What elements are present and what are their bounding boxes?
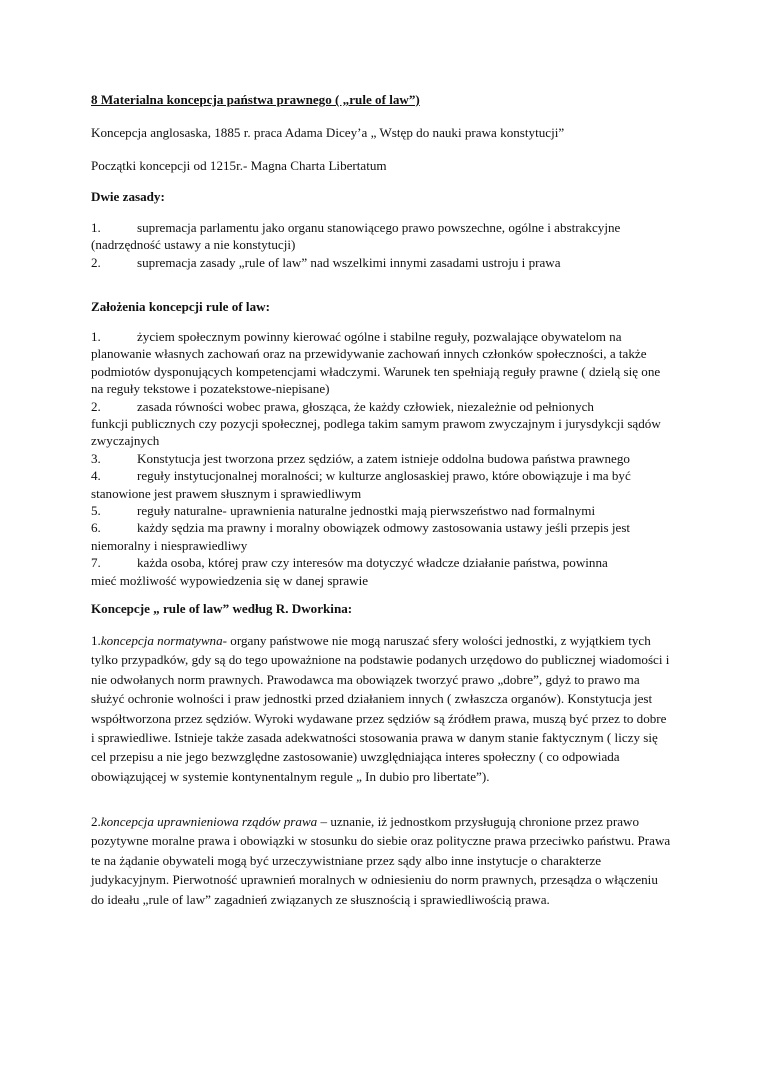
item-number: 2.: [91, 254, 101, 270]
item-text-cont: niemoralny i niesprawiedliwy: [91, 537, 248, 553]
term-uprawnieniowa: koncepcja uprawnieniowa rządów prawa: [100, 814, 318, 829]
list-item: [91, 519, 671, 554]
item-number: 5.: [91, 503, 101, 519]
paragraph-text: – uznanie, iż jednostkom przysługują chronione przez prawo pozytywne moralne prawa i obowiązki w stosunku do siebie oraz polityczne prawa przeciwko państwu. Prawa te na żądanie obywateli mogą być urzeczywistniane przez sądy albo inne instytucje o charakterze judykacyjnym. Pierwotność uprawnień moralnych w odniesieniu do norm prawnych, przesądza o włączeniu do ideału „rule of law” zagadnień związanych ze słusznością i sprawiedliwością prawa.: [91, 814, 671, 907]
dworkin-paragraph-1: [91, 631, 671, 786]
item-text: Konstytucja jest tworzona przez sędziów, a zatem istnieje oddolna budowa państwa prawnego: [137, 450, 630, 466]
item-text: supremacja parlamentu jako organu stanowiącego prawo powszechne, ogólne i abstrakcyjne: [137, 220, 621, 235]
item-text-cont: planowanie własnych zachowań oraz na przewidywanie zachowań innych członków społeczności, a także podmiotów dysponujących kompetencjami władczymi. Warunek ten spełniają reguły prawne ( dzielą się one na reguły tekstowe i pozatekstowe-niepisane): [91, 346, 661, 397]
item-text-cont: mieć możliwość wypowiedzenia się w danej sprawie: [91, 572, 369, 588]
list-item: [91, 502, 671, 519]
list-item: [91, 254, 671, 271]
item-text: zasada równości wobec prawa, głosząca, że każdy człowiek, niezależnie od pełnionych: [137, 398, 594, 414]
paragraph-number: 1.: [91, 633, 101, 648]
item-text: każdy sędzia ma prawny i moralny obowiązek odmowy zastosowania ustawy jeśli przepis jest: [137, 520, 631, 536]
list-item: [91, 450, 671, 467]
paragraph-number: 2.: [91, 814, 101, 829]
list-item: [91, 467, 671, 502]
item-text-cont: (nadrzędność ustawy a nie konstytucji): [91, 237, 296, 253]
item-number: 7.: [91, 555, 101, 571]
zasady-heading: Dwie zasady:: [91, 189, 165, 204]
list-item: [91, 328, 671, 398]
dworkin-heading: Koncepcje „ rule of law” według R. Dworkina:: [91, 601, 353, 616]
zalozenia-list: [91, 328, 671, 589]
item-text: reguły naturalne- uprawnienia naturalne jednostki mają pierwszeństwo nad formalnymi: [137, 503, 596, 519]
list-item: [91, 398, 671, 450]
list-item: [91, 554, 671, 589]
item-text: reguły instytucjonalnej moralności; w kulturze anglosaskiej prawo, które obowiązuje i ma być: [137, 468, 631, 484]
item-number: 6.: [91, 520, 101, 536]
item-text-cont: stanowione jest prawem słusznym i sprawiedliwym: [91, 485, 362, 501]
item-text: każda osoba, której praw czy interesów ma dotyczyć władcze działanie państwa, powinna: [137, 555, 608, 571]
item-number: 1.: [91, 220, 101, 235]
item-number: 3.: [91, 450, 101, 466]
paragraph-text: organy państwowe nie mogą naruszać sfery wolości jednostki, z wyjątkiem tych tylko przypadków, gdy są do tego upoważnione na podstawie podanych urzędowo do publicznej wiadomości i nie odwołanych norm prawnych. Prawodawca ma obowiązek tworzyć prawo „dobre”, gdyż to prawo ma służyć ochronie wolności i praw jednostki przed działaniem innych ( zwłaszcza organów). Konstytucja jest współtworzona przez sędziów. Wyroki wydawane przez sędziów są źródłem prawa, muszą być przez to dobre i sprawiedliwe. Istnieje także zasada adekwatności stosowania prawa w danym stanie faktycznym ( liczy się cel przepisu a nie jego bezwzględne zastosowanie) uwzględniająca interes społeczny ( co odpowiada obowiązującej w systemie kontynentalnym regule „ In dubio pro libertate”).: [91, 633, 670, 784]
item-text: życiem społecznym powinny kierować ogólne i stabilne reguły, pozwalające obywatelom na: [137, 329, 622, 344]
item-text-cont: funkcji publicznych czy pozycji społecznej, podlega takim samym prawom zwyczajnym i jurysdykcji sądów zwyczajnych: [91, 416, 661, 449]
list-item: [91, 219, 671, 254]
intro-line-2: Początki koncepcji od 1215r.- Magna Charta Libertatum: [91, 158, 387, 173]
section-title: 8 Materialna koncepcja państwa prawnego ( „rule of law”): [91, 92, 420, 107]
dworkin-paragraph-2: [91, 812, 671, 909]
item-number: 4.: [91, 468, 101, 484]
intro-line-1: Koncepcja anglosaska, 1885 r. praca Adama Dicey’a „ Wstęp do nauki prawa konstytucji”: [91, 125, 565, 140]
item-text: supremacja zasady „rule of law” nad wszelkimi innymi zasadami ustroju i prawa: [137, 254, 561, 270]
zasady-list: [91, 219, 671, 271]
item-number: 1.: [91, 329, 101, 344]
zalozenia-heading: Założenia koncepcji rule of law:: [91, 299, 270, 314]
item-number: 2.: [91, 398, 101, 414]
term-normatywna: koncepcja normatywna-: [100, 633, 228, 648]
